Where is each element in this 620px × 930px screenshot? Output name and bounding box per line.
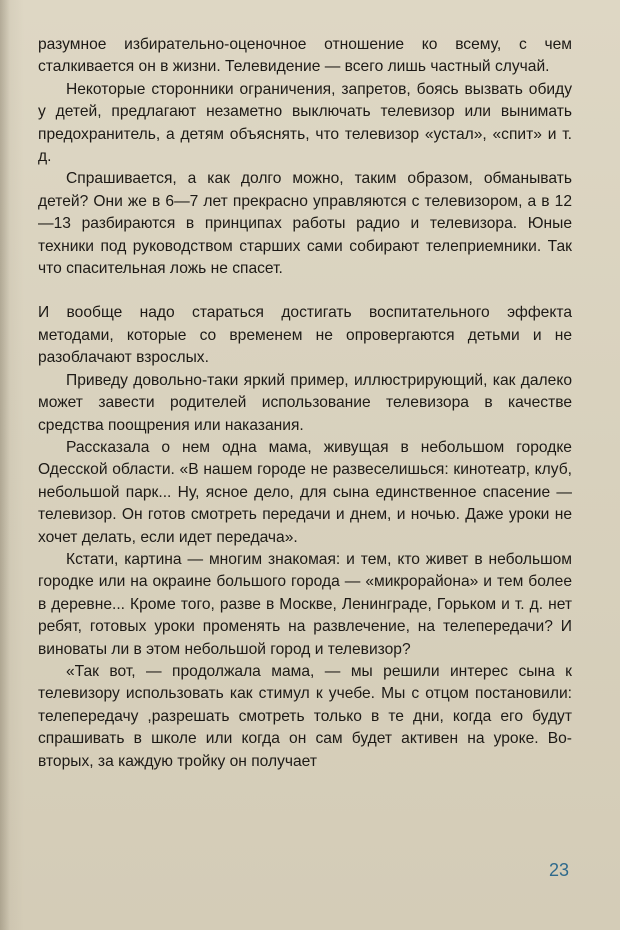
paragraph-stimulus-plan: «Так вот, — продолжала мама, — мы решили интерес сына к телевизору использовать как стимул к учебе. Мы с отцом постановили: телепередачу ,разрешать смотреть только в те дни, когда его будут спрашивать в школе или когда он сам будет активен на уроке. Во-вторых, за каждую тройку он получает [38, 662, 572, 770]
paragraph-familiar-picture: Кстати, картина — многим знакомая: и тем, кто живет в небольшом городке или на окраине большого города — «микрорайона» и тем более в деревне... Кроме того, разве в Москве, Ленинграде, Горьком и т. д. нет ребят, готовых уроки променять на развлечение, на телепередачи? И виноваты ли в этом небольшой город и телевизор? [38, 550, 572, 658]
paragraph-deception-question: Спрашивается, а как долго можно, таким образом, обманывать детей? Они же в 6—7 лет прекрасно управляются с телевизором, а в 12—13 разбираются в принципах работы радио и телевизора. Юные техники под руководством старших сами собирают телеприемники. Так что спасительная ложь не спасет. [38, 170, 572, 278]
paragraph-mother-story: Рассказала о нем одна мама, живущая в небольшом городке Одесской области. «В нашем городе не развеселишься: кинотеатр, клуб, небольшой парк... Ну, ясное дело, для сына единственное спасение — телевизор. Он готов смотреть передачи и днем, и ночью. Даже уроки не хочет делать, если идет передача». [38, 438, 572, 546]
binding-shadow [0, 0, 10, 930]
paragraph-restrictions: Некоторые сторонники ограничения, запретов, боясь вызвать обиду у детей, предлагают незаметно выключать телевизор или вынимать предохранитель, а детям объяснять, что телевизор «устал», «спит» и т. д. [38, 80, 572, 166]
paragraph-example-intro: Приведу довольно-таки яркий пример, иллюстрирующий, как далеко может завести родителей использование телевизора в качестве средства поощрения или наказания. [38, 371, 572, 434]
page-number: 23 [549, 860, 570, 880]
page-body-text [38, 34, 572, 773]
paragraph-continuation: разумное избирательно-оценочное отношение ко всему, с чем сталкивается он в жизни. Телевидение — всего лишь частный случай. [38, 36, 572, 76]
paragraph-educational-effect: И вообще надо стараться достигать воспитательного эффекта методами, которые со временем не опровергаются детьми и не разоблачают взрослых. [38, 304, 572, 367]
